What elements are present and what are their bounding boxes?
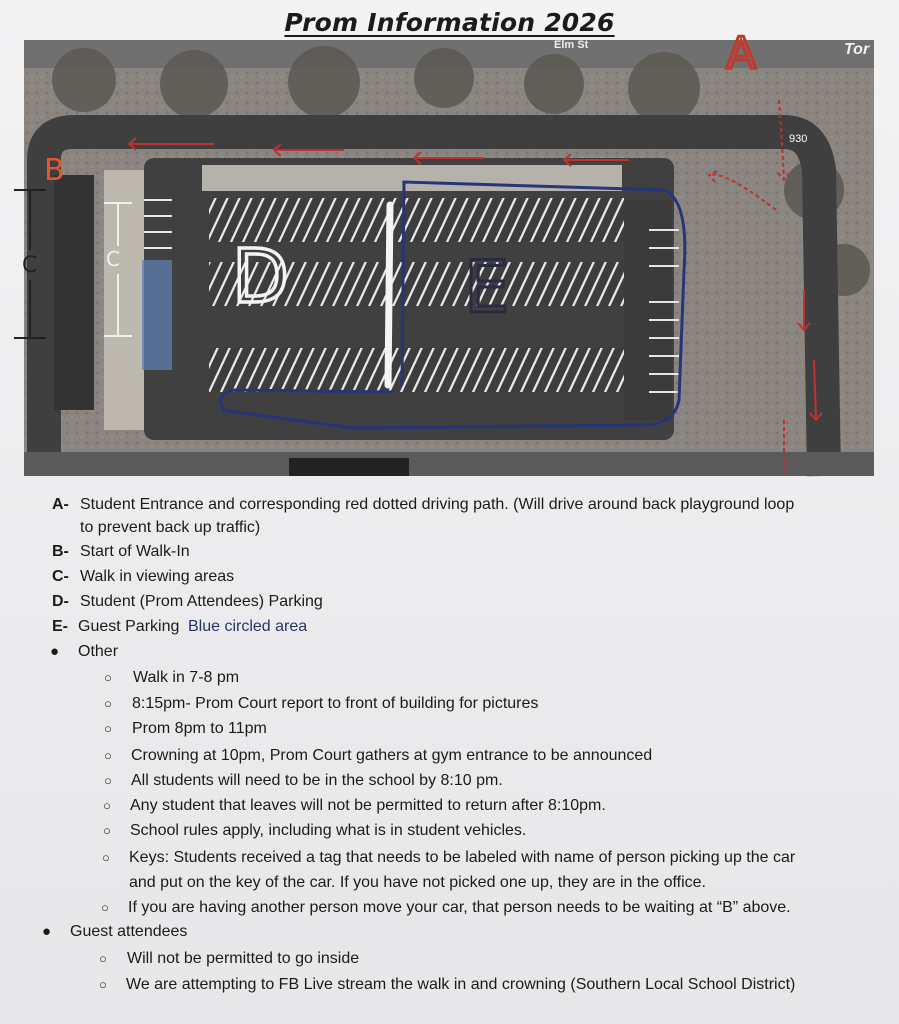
map-letter-d: D: [232, 234, 289, 320]
map-letter-a: A: [726, 28, 757, 79]
bullet-dot: ●: [42, 923, 52, 940]
bullet-dot: ●: [50, 643, 60, 660]
map-letter-b: B: [44, 153, 65, 188]
map-letter-c-left: C: [22, 253, 38, 278]
map-letter-c-right: C: [106, 247, 120, 271]
corner-label: Tor: [844, 41, 870, 58]
aerial-map-image: [22, 28, 874, 476]
parking-map: [22, 28, 874, 476]
street-label: Elm St: [554, 39, 589, 51]
document-page: Prom Information 2026 Elm St Tor 930 A B C C D E A- Student Entrance and corresponding red dotted driving path. (Will drive around back playground loop to prevent back up traffic) B- Start of Walk-In C- Walk in viewing areas D- Student (Prom Attendees) Parking E- Guest Parking Blue circled area ● Other ○ Walk in 7-8 pm ○ 8:15pm- Prom Court report to front of building for pictures ○ Prom 8pm to 11pm ○ Crowning at 10pm, Prom Court gathers at gym entrance to be announced ○ All students will need to be in the school by 8:10 pm. ○ Any student that leaves will not be permitted to return after 8:10pm. ○ School rules apply, including what is in student vehicles. ○ Keys: Students received a tag that needs to be labeled with name of person picking up the car and put on the key of the car. If you have not picked one up, they are in the office. ○ If you are having another person move your car, that person needs to be waiting at “B” above. ● Guest attendees ○ Will not be permitted to go inside ○ We are attempting to FB Live stream the walk in and crowning (Southern Local School District): [0, 0, 899, 1024]
page-title: Prom Information 2026: [284, 8, 615, 37]
map-letter-e: E: [464, 245, 510, 329]
address-label: 930: [789, 133, 808, 145]
